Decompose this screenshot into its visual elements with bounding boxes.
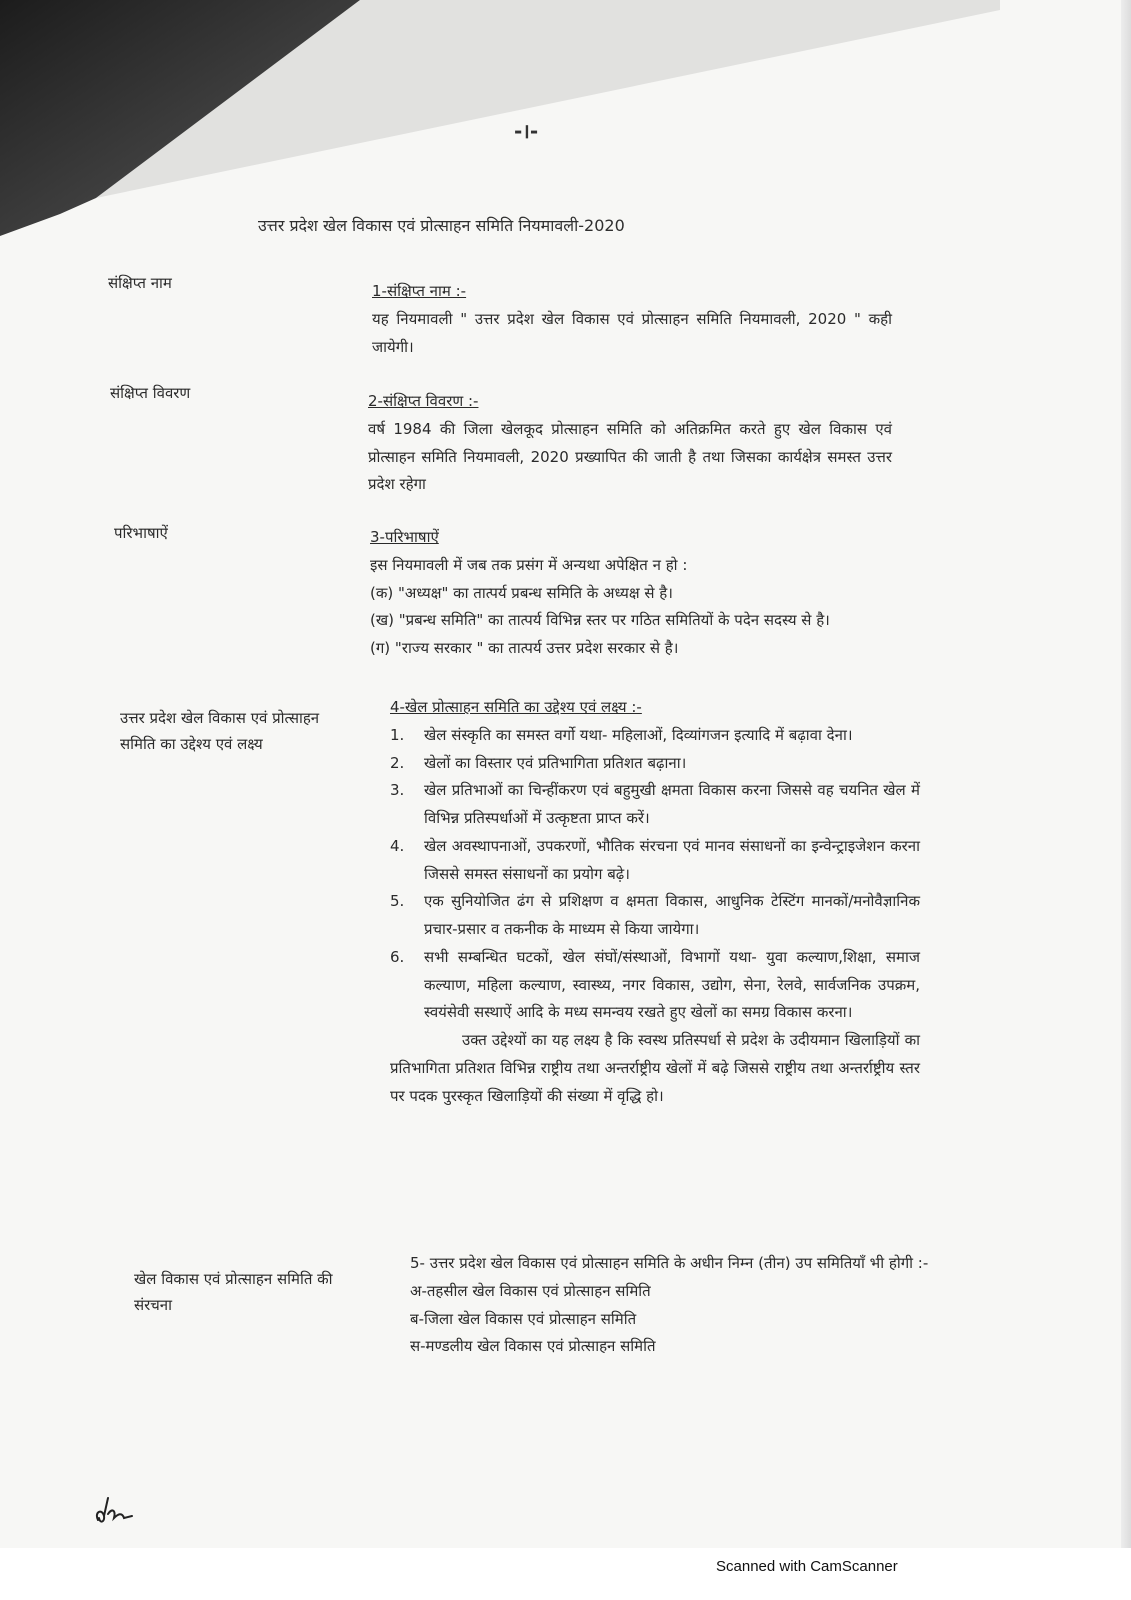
list-item-text: एक सुनियोजित ढंग से प्रशिक्षण व क्षमता विकास, आधुनिक टेस्टिंग मानकों/मनोवैज्ञानिक प्रचार-प्रसार व तकनीक के माध्यम से किया जायेगा।	[424, 892, 920, 938]
section-heading: 2-संक्षिप्त विवरण :-	[368, 392, 479, 410]
list-item-number: 1.	[390, 725, 405, 744]
sub-committee-line: स-मण्डलीय खेल विकास एवं प्रोत्साहन समिति	[410, 1337, 656, 1356]
list-item-text: सभी सम्बन्धित घटकों, खेल संघों/संस्थाओं, विभागों यथा- युवा कल्याण,शिक्षा, समाज कल्याण, महिला कल्याण, स्वास्थ्य, नगर विकास, उद्योग, सेना, रेलवे, सार्वजनिक उपक्रम, स्वयंसेवी सस्थाऐं आदि के मध्य समन्वय रखते हुए खेलों का समग्र विकास करना।	[424, 947, 920, 1022]
section-brief-description	[368, 388, 892, 499]
definition-line: (क) "अध्यक्ष" का तात्पर्य प्रबन्ध समिति के अध्यक्ष से है।	[370, 583, 673, 602]
section-heading: 4-खेल प्रोत्साहन समिति का उद्देश्य एवं लक्ष्य :-	[390, 698, 642, 716]
list-item-text: खेल अवस्थापनाओं, उपकरणों, भौतिक संरचना एवं मानव संसाधनों का इन्वेन्ट्राइजेशन करना जिससे समस्त संसाधनों का प्रयोग बढ़े।	[424, 836, 920, 883]
section-definitions	[370, 524, 894, 663]
margin-label-structure: खेल विकास एवं प्रोत्साहन समिति की संरचना	[134, 1270, 333, 1315]
list-item	[390, 750, 920, 778]
list-item	[390, 722, 920, 750]
objectives-closing: उक्त उद्देश्यों का यह लक्ष्य है कि स्वस्थ प्रतिस्पर्धा से प्रदेश के उदीयमान खिलाड़ियों का प्रतिभागिता प्रतिशत विभिन्न राष्ट्रीय तथा अन्तर्राष्ट्रीय खेलों में बढ़े जिससे राष्ट्रीय तथा अन्तर्राष्ट्रीय स्तर पर पदक पुरस्कृत खिलाड़ियों की संख्या में वृद्धि हो।	[390, 1031, 921, 1105]
section-body: वर्ष 1984 की जिला खेलकूद प्रोत्साहन समिति को अतिक्रमित करते हुए खेल विकास एवं प्रोत्साहन समिति नियमावली, 2020 प्रख्यापित की जाती है तथा जिसका कार्यक्षेत्र समस्त उत्तर प्रदेश रहेगा	[368, 419, 892, 494]
page-bottom-margin	[0, 1548, 1131, 1600]
section-heading: 1-संक्षिप्त नाम :-	[372, 282, 467, 300]
list-item-number: 2.	[390, 753, 405, 772]
scanner-watermark: Scanned with CamScanner	[716, 1558, 898, 1575]
margin-label-objectives: उत्तर प्रदेश खेल विकास एवं प्रोत्साहन समिति का उद्देश्य एवं लक्ष्य	[120, 709, 320, 754]
list-item-number: 4.	[390, 836, 405, 855]
definition-line: (ख) "प्रबन्ध समिति" का तात्पर्य विभिन्न स्तर पर गठित समितियों के पदेन सदस्य से है।	[370, 611, 830, 630]
margin-label-brief-description: संक्षिप्त विवरण	[110, 384, 191, 402]
list-item-text: खेलों का विस्तार एवं प्रतिभागिता प्रतिशत बढ़ाना।	[424, 753, 687, 772]
list-item	[390, 888, 920, 944]
structure-intro: 5- उत्तर प्रदेश खेल विकास एवं प्रोत्साहन समिति के अधीन निम्न (तीन) उप समितियाँ भी होगी :-	[410, 1254, 929, 1272]
list-item-text: खेल संस्कृति का समस्त वर्गो यथा- महिलाओं, दिव्यांगजन इत्यादि में बढ़ावा देना।	[424, 725, 853, 744]
document-title: उत्तर प्रदेश खेल विकास एवं प्रोत्साहन समिति नियमावली-2020	[258, 216, 625, 235]
section-body: यह नियमावली " उत्तर प्रदेश खेल विकास एवं प्रोत्साहन समिति नियमावली, 2020 " कही जायेगी।	[372, 309, 892, 356]
definition-line: इस नियमावली में जब तक प्रसंग में अन्यथा अपेक्षित न हो :	[370, 555, 688, 574]
margin-label-definitions: परिभाषाऐं	[114, 524, 168, 542]
sub-committee-line: अ-तहसील खेल विकास एवं प्रोत्साहन समिति	[410, 1281, 651, 1300]
list-item	[390, 944, 920, 1027]
section-heading: 3-परिभाषाऐं	[370, 528, 439, 546]
handwritten-initials-icon	[92, 1494, 140, 1528]
page-number: -।-	[514, 119, 539, 143]
list-item-number: 3.	[390, 781, 405, 800]
margin-label-short-name: संक्षिप्त नाम	[108, 274, 172, 292]
section-short-name	[372, 278, 892, 361]
list-item-text: खेल प्रतिभाओं का चिन्हींकरण एवं बहुमुखी क्षमता विकास करना जिससे वह चयनित खेल में विभिन्न प्रतिस्पर्धाओं में उत्कृष्टता प्राप्त करें।	[424, 781, 920, 827]
sub-committee-line: ब-जिला खेल विकास एवं प्रोत्साहन समिति	[410, 1309, 637, 1328]
list-item-number: 6.	[390, 947, 405, 966]
list-item-number: 5.	[390, 892, 405, 911]
list-item	[390, 833, 920, 889]
page-edge	[1121, 0, 1131, 1600]
list-item	[390, 777, 920, 833]
definition-line: (ग) "राज्य सरकार " का तात्पर्य उत्तर प्रदेश सरकार से है।	[370, 639, 679, 657]
section-objectives	[390, 694, 920, 1110]
section-structure	[410, 1250, 940, 1361]
objectives-list	[390, 722, 920, 1027]
